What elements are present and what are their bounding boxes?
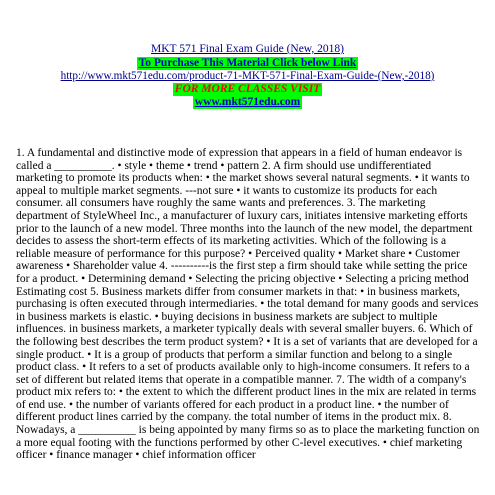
purchase-link[interactable]: To Purchase This Material Click below Link xyxy=(138,57,357,69)
document-title: MKT 571 Final Exam Guide (New, 2018) xyxy=(151,43,344,55)
site-link[interactable]: www.mkt571edu.com xyxy=(194,96,301,108)
exam-questions-text: 1. A fundamental and distinctive mode of expression that appears in a field of human endeavor is called a __________. • style • theme • trend • pattern 2. A firm should use undifferentiated marketing to promote its products when: • the market shows several natural segments. • it wants to appeal to multiple market segments. ---not sure • it wants to customize its products for each consumer. all consumers have roughly the same wants and preferences. 3. The marketing department of StyleWheel Inc., a manufacturer of luxury cars, initiates intensive marketing efforts prior to the launch of a new model. Three months into the launch of the new model, the department decides to assess the short-term effects of its marketing activities. Which of the following is a reliable measure of performance for this purpose? • Perceived quality • Market share • Customer awareness • Shareholder value 4. ----------is the first step a firm should take while setting the price for a product. • Determining demand • Selecting the pricing objective • Selecting a pricing method Estimating cost 5. Business markets differ from consumer markets in that: • in business markets, purchasing is often executed through intermediaries. • the total demand for many goods and services in business markets is elastic. • buying decisions in business markets are subject to multiple influences. in business markets, a marketer typically deals with several smaller buyers. 6. Which of the following best describes the term product system? • It is a set of variants that are developed for a single product. • It is a group of products that perform a similar function and belong to a single product class. • It refers to a set of products available only to high-income consumers. It refers to a set of different but related items that operate in a compatible manner. 7. The width of a company's product mix refers to: • the extent to which the different product lines in the mix are related in terms of end use. • the number of variants offered for each product in a product line. • the number of different product lines carried by the company. the total number of items in the product mix. 8. Nowadays, a __________ is being appointed by many firms so as to place the marketing function on a more equal footing with the functions performed by other C-level executives. • chief marketing officer • finance manager • chief information officer xyxy=(16,147,480,462)
document-header xyxy=(0,43,495,109)
exam-body xyxy=(16,147,480,462)
product-url-link[interactable]: http://www.mkt571edu.com/product-71-MKT-571-Final-Exam-Guide-(New,-2018) xyxy=(60,70,435,82)
more-classes-notice: FOR MORE CLASSES VISIT xyxy=(174,83,321,95)
